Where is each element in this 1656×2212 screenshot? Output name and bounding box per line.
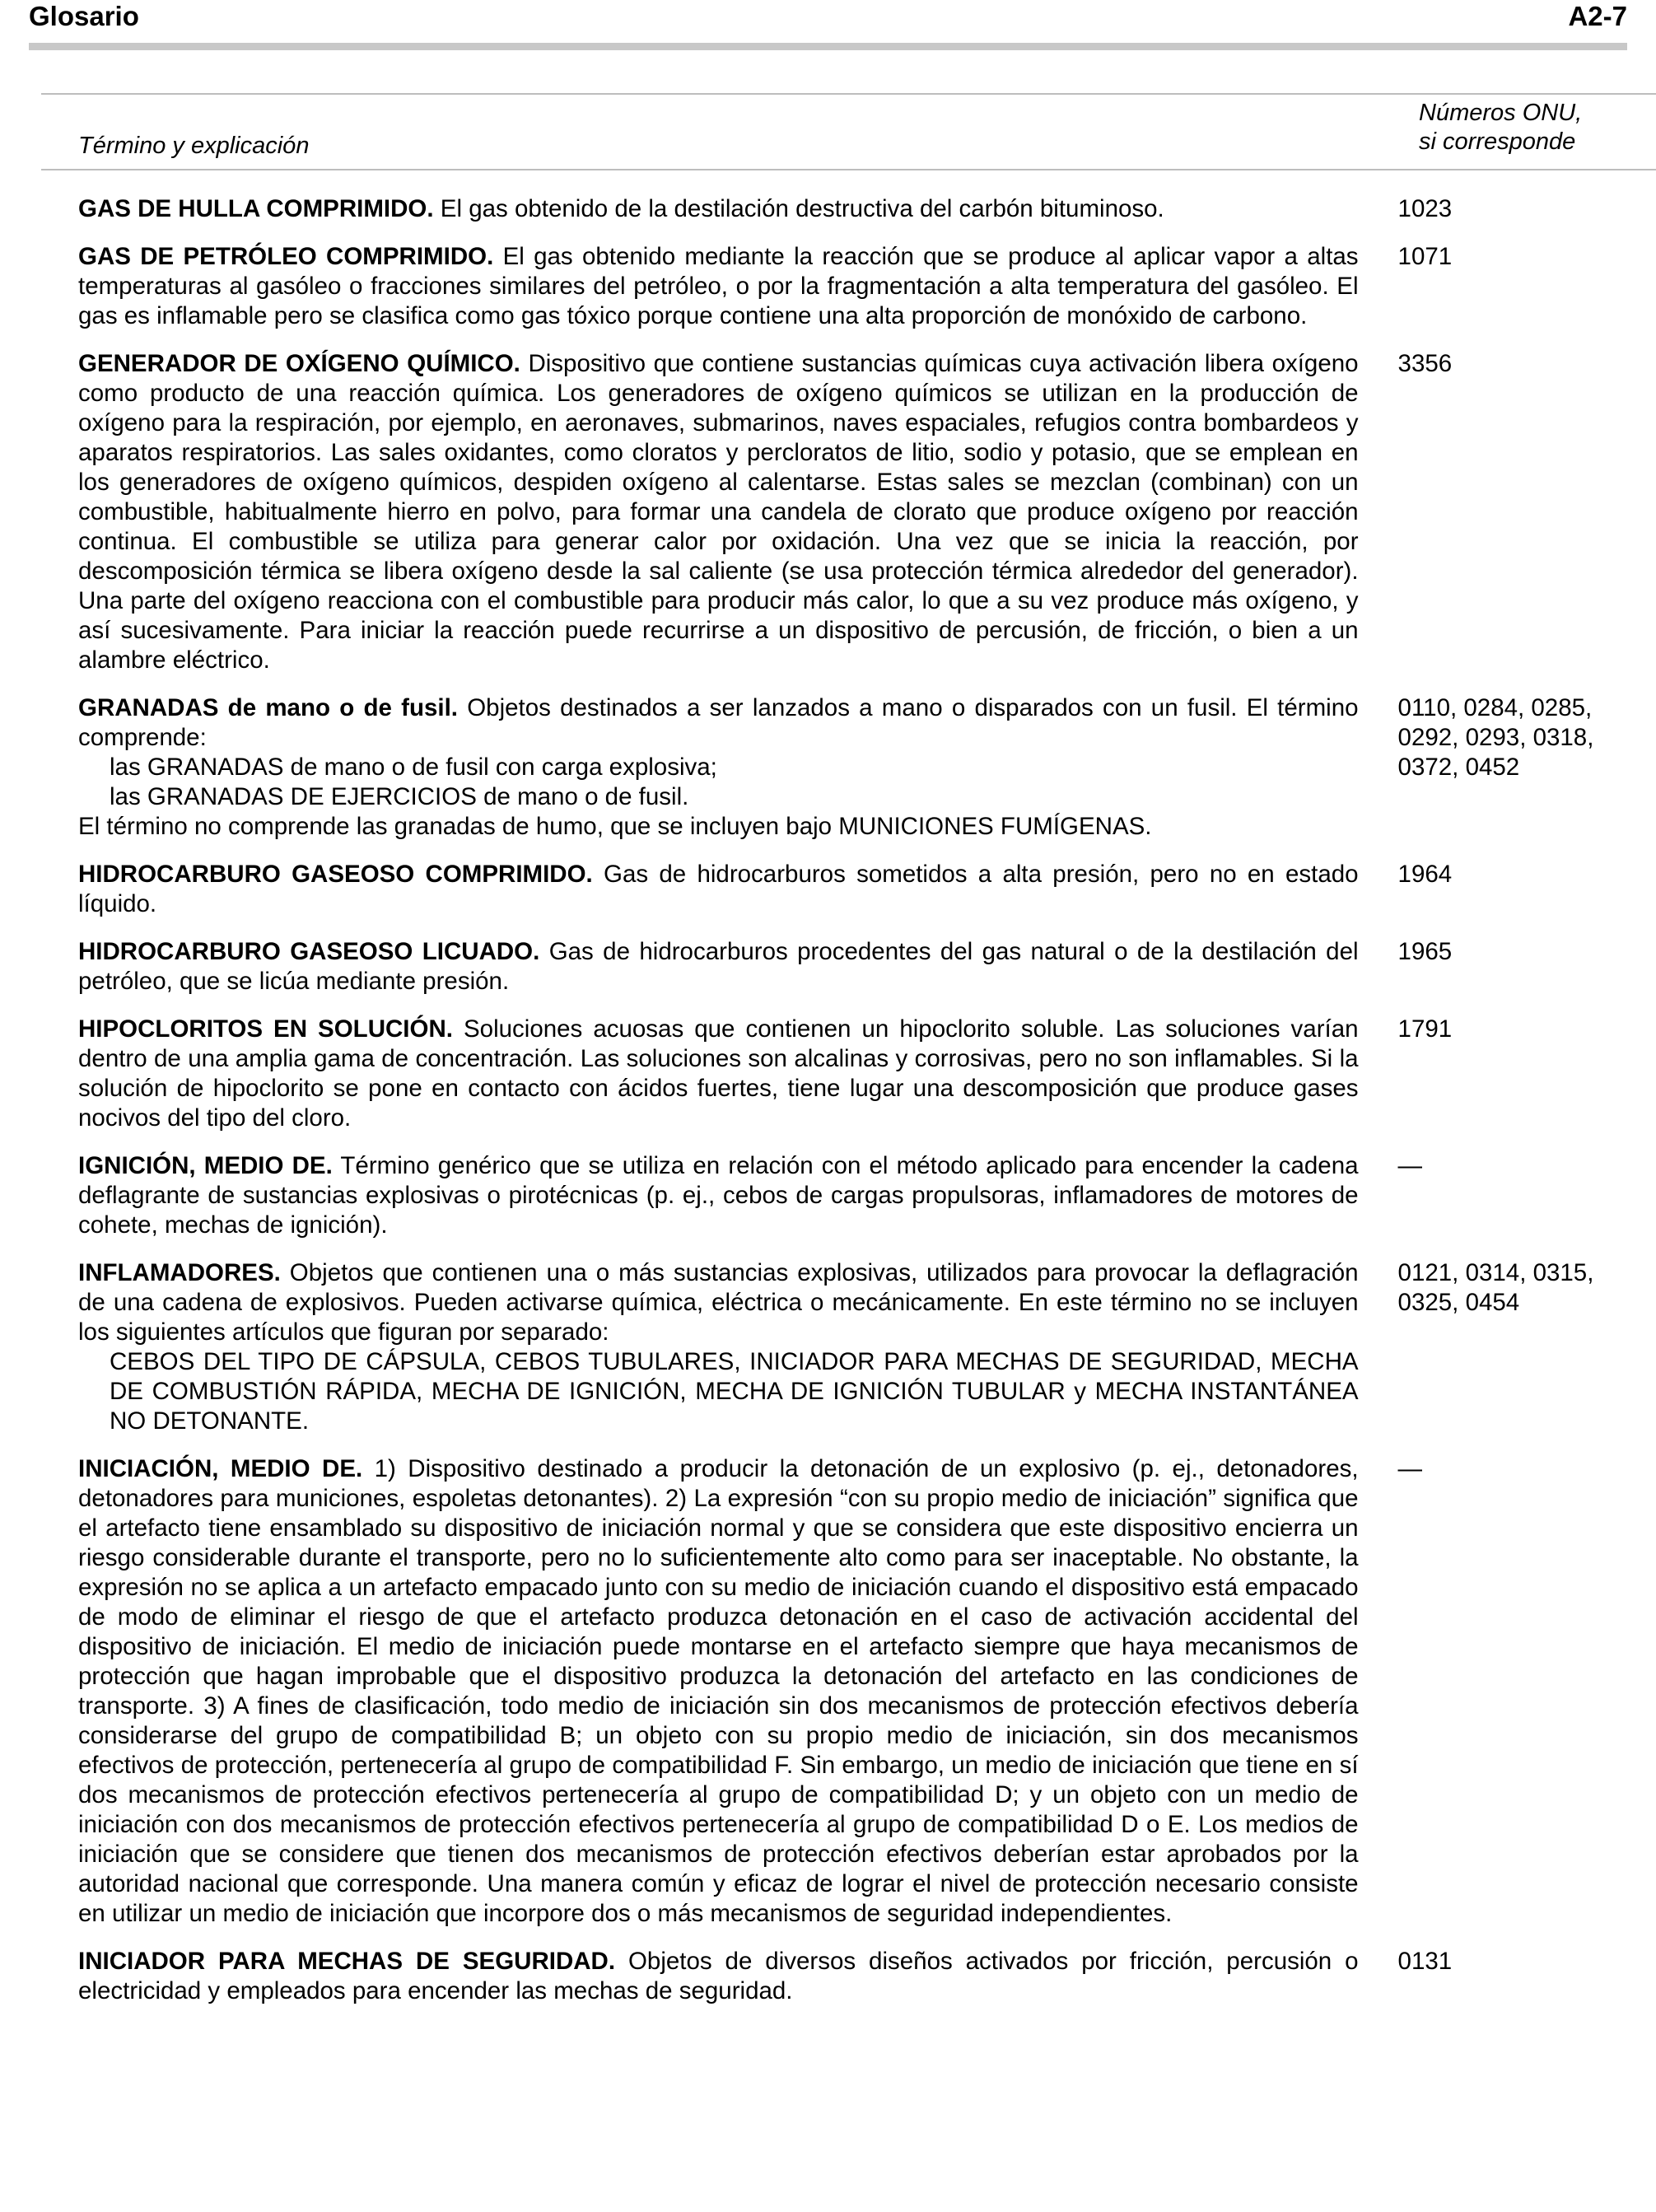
entry-body bbox=[78, 1151, 1359, 1240]
entry-body bbox=[78, 349, 1359, 675]
glossary-entry bbox=[78, 1015, 1626, 1133]
entry-body bbox=[78, 937, 1359, 996]
entry-un-numbers: 1791 bbox=[1397, 1015, 1453, 1043]
entry-un-numbers: 1023 bbox=[1397, 195, 1453, 222]
entry-un-numbers: 0110, 0284, 0285, 0292, 0293, 0318, 0372, 0452 bbox=[1397, 694, 1594, 781]
glossary-entry bbox=[78, 194, 1626, 224]
column-headers bbox=[78, 99, 1656, 165]
entry-list-item: las GRANADAS de mano o de fusil con carga explosiva; bbox=[110, 754, 717, 781]
entry-term: GAS DE HULLA COMPRIMIDO. bbox=[78, 195, 434, 222]
entry-list-item: las GRANADAS DE EJERCICIOS de mano o de fusil. bbox=[110, 783, 689, 810]
glossary-entry bbox=[78, 937, 1626, 996]
entry-term: HIDROCARBURO GASEOSO COMPRIMIDO. bbox=[78, 861, 593, 888]
header-rule bbox=[29, 43, 1627, 50]
entry-term: INICIADOR PARA MECHAS DE SEGURIDAD. bbox=[78, 1948, 616, 1975]
entry-body bbox=[78, 693, 1359, 842]
entry-body bbox=[78, 1454, 1359, 1929]
entry-un-numbers: 0121, 0314, 0315, 0325, 0454 bbox=[1397, 1259, 1594, 1316]
table-header-rule bbox=[41, 169, 1656, 170]
page-header bbox=[29, 0, 1627, 49]
entry-term: GAS DE PETRÓLEO COMPRIMIDO. bbox=[78, 243, 494, 270]
entry-text: El gas obtenido de la destilación destructiva del carbón bituminoso. bbox=[433, 195, 1164, 222]
entry-text: El gas obtenido mediante la reacción que se produce al aplicar vapor a altas temperaturas al gasóleo o fracciones similares del petróleo, o por la fragmentación a alta temperatura del gasóleo. El gas es inflamable pero se clasifica como gas tóxico porque contiene una alta proporción de monóxido de carbono. bbox=[78, 243, 1359, 329]
entry-note: El término no comprende las granadas de humo, que se incluyen bajo MUNICIONES FUMÍGENAS. bbox=[78, 813, 1152, 840]
glossary-entry bbox=[78, 860, 1626, 919]
entry-un-numbers: 3356 bbox=[1397, 350, 1453, 377]
entry-un-numbers: 1965 bbox=[1397, 938, 1453, 965]
glossary-entry bbox=[78, 242, 1626, 331]
entry-text: Gas de hidrocarburos sometidos a alta presión, pero no en estado líquido. bbox=[78, 861, 1359, 917]
entry-text: Dispositivo que contiene sustancias químicas cuya activación libera oxígeno como producto de una reacción química. Los generadores de oxígeno químicos se utilizan en la producción de oxígeno para la respiración, por ejemplo, en aeronaves, submarinos, naves espaciales, refugios contra bombardeos y aparatos respiratorios. Las sales oxidantes, como cloratos y percloratos de litio, sodio y potasio, que se emplean en los generadores de oxígeno químicos, despiden oxígeno al calentarse. Estas sales se mezclan (combinan) con un combustible, habitualmente hierro en polvo, para formar una candela de clorato que produce oxígeno por reacción continua. El combustible se utiliza para generar calor por oxidación. Una vez que se inicia la reacción, por descomposición térmica se libera oxígeno desde la sal caliente (se usa protección térmica alrededor del generador). Una parte del oxígeno reacciona con el combustible para producir más calor, lo que a su vez produce más oxígeno, y así sucesivamente. Para iniciar la reacción puede recurrirse a un dispositivo de percusión, de fricción, o bien a un alambre eléctrico. bbox=[78, 350, 1359, 674]
page-number: A2-7 bbox=[1568, 1, 1627, 31]
entry-body bbox=[78, 860, 1359, 919]
entry-un-numbers: — bbox=[1397, 1152, 1423, 1179]
entry-text: Objetos destinados a ser lanzados a mano o disparados con un fusil. El término comprende: bbox=[78, 694, 1359, 751]
entry-excluded-list: CEBOS DEL TIPO DE CÁPSULA, CEBOS TUBULARES, INICIADOR PARA MECHAS DE SEGURIDAD, MECHA DE COMBUSTIÓN RÁPIDA, MECHA DE IGNICIÓN, MECHA DE IGNICIÓN TUBULAR y MECHA INSTANTÁNEA NO DETONANTE. bbox=[110, 1348, 1359, 1435]
un-column-header-line2: si corresponde bbox=[1419, 128, 1576, 155]
entry-text: Objetos de diversos diseños activados por fricción, percusión o electricidad y empleados para encender las mechas de seguridad. bbox=[78, 1948, 1359, 2004]
term-column-header: Término y explicación bbox=[78, 133, 310, 159]
entry-text: Término genérico que se utiliza en relación con el método aplicado para encender la cadena deflagrante de sustancias explosivas o pirotécnicas (p. ej., cebos de cargas propulsoras, inflamadores de motores de cohete, mechas de ignición). bbox=[78, 1152, 1359, 1239]
glossary-entry bbox=[78, 349, 1626, 675]
entry-term: GENERADOR DE OXÍGENO QUÍMICO. bbox=[78, 350, 520, 377]
entry-text: Gas de hidrocarburos procedentes del gas natural o de la destilación del petróleo, que se licúa mediante presión. bbox=[78, 938, 1359, 995]
glossary-entry bbox=[78, 1454, 1626, 1929]
entry-body bbox=[78, 1015, 1359, 1133]
glossary-entry bbox=[78, 693, 1626, 842]
entry-term: INFLAMADORES. bbox=[78, 1259, 281, 1286]
entry-un-numbers: 0131 bbox=[1397, 1948, 1453, 1975]
glossary-entry bbox=[78, 1151, 1626, 1240]
entry-text: Objetos que contienen una o más sustancias explosivas, utilizados para provocar la deflagración de una cadena de explosivos. Pueden activarse química, eléctrica o mecánicamente. En este término no se incluyen los siguientes artículos que figuran por separado: bbox=[78, 1259, 1359, 1346]
entry-term: HIPOCLORITOS EN SOLUCIÓN. bbox=[78, 1015, 453, 1043]
page-title: Glosario bbox=[29, 1, 139, 31]
glossary-entries bbox=[78, 194, 1626, 2024]
entry-body bbox=[78, 1947, 1359, 2006]
un-column-header-line1: Números ONU, bbox=[1419, 100, 1583, 126]
entry-term: IGNICIÓN, MEDIO DE. bbox=[78, 1152, 333, 1179]
entry-un-numbers: 1964 bbox=[1397, 861, 1453, 888]
table-top-rule bbox=[41, 93, 1656, 95]
glossary-entry bbox=[78, 1258, 1626, 1436]
entry-term: INICIACIÓN, MEDIO DE. bbox=[78, 1455, 363, 1482]
entry-term: GRANADAS de mano o de fusil. bbox=[78, 694, 458, 721]
entry-un-numbers: — bbox=[1397, 1455, 1423, 1482]
glossary-entry bbox=[78, 1947, 1626, 2006]
entry-term: HIDROCARBURO GASEOSO LICUADO. bbox=[78, 938, 540, 965]
entry-body bbox=[78, 242, 1359, 331]
entry-text: Soluciones acuosas que contienen un hipoclorito soluble. Las soluciones varían dentro de una amplia gama de concentración. Las soluciones son alcalinas y corrosivas, pero no son inflamables. Si la solución de hipoclorito se pone en contacto con ácidos fuertes, tiene lugar una descomposición que produce gases nocivos del tipo del cloro. bbox=[78, 1015, 1359, 1132]
entry-body bbox=[78, 1258, 1359, 1436]
entry-un-numbers: 1071 bbox=[1397, 243, 1453, 270]
entry-text: 1) Dispositivo destinado a producir la detonación de un explosivo (p. ej., detonadores, detonadores para municiones, espoletas detonantes). 2) La expresión “con su propio medio de iniciación” significa que el artefacto tiene ensamblado su dispositivo de iniciación normal y que se considera que este dispositivo encierra un riesgo considerable durante el transporte, pero no lo suficientemente alto como para ser inaceptable. No obstante, la expresión no se aplica a un artefacto empacado junto con su medio de iniciación cuando el dispositivo está empacado de modo de eliminar el riesgo de que el artefacto produzca detonación en el caso de activación accidental del dispositivo de iniciación. El medio de iniciación puede montarse en el artefacto siempre que haya mecanismos de protección que hagan improbable que el dispositivo produzca la detonación del artefacto en las condiciones de transporte. 3) A fines de clasificación, todo medio de iniciación sin dos mecanismos de protección efectivos debería considerarse del grupo de compatibilidad B; un objeto con su propio medio de iniciación, sin dos mecanismos efectivos de protección, pertenecería al grupo de compatibilidad F. Sin embargo, un medio de iniciación que tiene en sí dos mecanismos de protección efectivos pertenecería al grupo de compatibilidad D; y un objeto con un medio de iniciación con dos mecanismos de protección efectivos pertenecería al grupo de compatibilidad D o E. Los medios de iniciación que se considere que tienen dos mecanismos de protección efectivos deberían estar aprobados por la autoridad nacional que corresponde. Una manera común y eficaz de lograr el nivel de protección necesario consiste en utilizar un medio de iniciación que incorpore dos o más mecanismos de seguridad independientes. bbox=[78, 1455, 1359, 1927]
un-column-header bbox=[1419, 99, 1582, 156]
entry-body bbox=[78, 194, 1359, 224]
